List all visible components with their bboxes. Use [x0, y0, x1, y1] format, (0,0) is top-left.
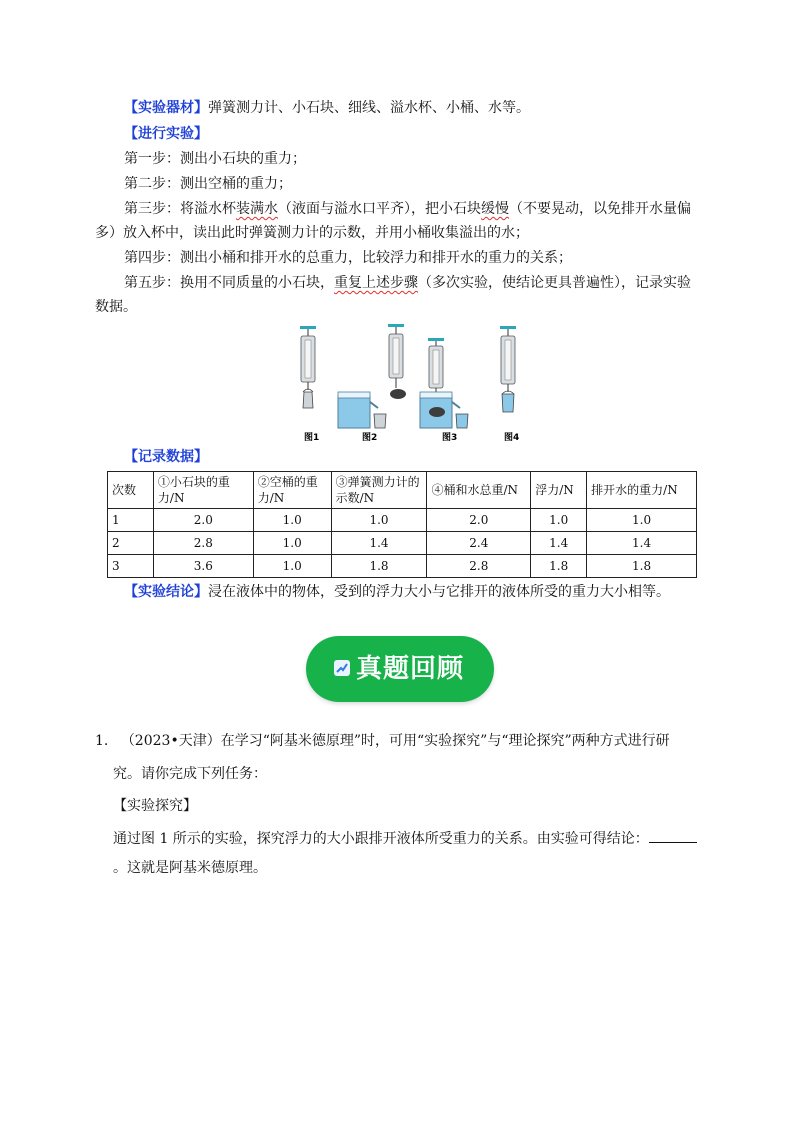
question-text-3: 通过图 1 所示的实验，探究浮力的大小跟排开液体所受重力的关系。由实验可得结论：	[113, 831, 649, 847]
table-header-cell: 浮力/N	[531, 472, 587, 509]
table-cell: 1.0	[331, 509, 427, 532]
conclusion-tag: 【实验结论】	[124, 584, 208, 600]
step3-line1	[124, 199, 691, 219]
question-tag: 【实验探究】	[113, 798, 197, 814]
step3-emphasis-slow: 缓慢	[481, 201, 509, 217]
table-cell: 1.8	[531, 555, 587, 578]
question-line2: 究。请你完成下列任务：	[113, 766, 267, 782]
record-tag: 【记录数据】	[124, 449, 208, 465]
procedure-tag: 【进行实验】	[124, 126, 208, 142]
answer-blank[interactable]	[649, 828, 697, 843]
step3-line2: 多）放入杯中，读出此时弹簧测力计的示数，并用小桶收集溢出的水；	[95, 225, 529, 241]
step3-part-e: （不要晃动，以免排开水量偏	[509, 201, 691, 217]
question-number: 1.	[95, 733, 109, 749]
step5-line1	[124, 273, 691, 293]
figure1-caption: 图1	[304, 433, 320, 443]
figure4-bucket-with-water	[500, 326, 516, 412]
table-header-row	[108, 472, 697, 509]
table-header-cell: 排开水的重力/N	[587, 472, 697, 509]
table-cell: 2	[108, 532, 154, 555]
table-header-cell: ④桶和水总重/N	[427, 472, 531, 509]
conclusion-line	[124, 582, 670, 602]
figure2-overflow-cup-stone	[338, 324, 406, 428]
table-cell: 1.0	[587, 509, 697, 532]
conclusion-text: 浸在液体中的物体，受到的浮力大小与它排开的液体所受的重力大小相等。	[208, 584, 670, 600]
table-cell: 3.6	[153, 555, 253, 578]
step5-part-a: 第五步：换用不同质量的小石块，	[124, 275, 334, 291]
figure3-stone-submerged	[420, 338, 468, 428]
step1-text: 第一步：测出小石块的重力；	[124, 151, 306, 167]
table-row	[108, 509, 697, 532]
chart-trend-icon	[334, 660, 350, 676]
step5-emphasis-repeat: 重复上述步骤	[334, 275, 418, 291]
materials-text: 弹簧测力计、小石块、细线、溢水杯、小桶、水等。	[208, 100, 530, 116]
materials-tag: 【实验器材】	[124, 100, 208, 116]
figure2-caption: 图2	[362, 433, 378, 443]
table-cell: 1.0	[253, 555, 331, 578]
table-cell: 1.0	[253, 532, 331, 555]
figure1-scale-bucket	[300, 326, 316, 408]
table-cell: 1.0	[253, 509, 331, 532]
table-row	[108, 555, 697, 578]
badge-label: 真题回顾	[356, 654, 465, 684]
table-header-cell: 次数	[108, 472, 154, 509]
section-badge	[306, 636, 494, 702]
table-cell: 2.8	[153, 532, 253, 555]
step4-text: 第四步：测出小桶和排开水的总重力，比较浮力和排开水的重力的关系；	[124, 250, 572, 266]
question-line1	[95, 731, 670, 751]
table-cell: 1.4	[531, 532, 587, 555]
table-cell: 1.4	[331, 532, 427, 555]
table-cell: 2.8	[427, 555, 531, 578]
step3-part-a: 第三步：将溢水杯	[124, 201, 236, 217]
step3-part-c: （液面与溢水口平齐），把小石块	[278, 201, 481, 217]
table-cell: 1.0	[531, 509, 587, 532]
table-row	[108, 532, 697, 555]
step2-text: 第二步：测出空桶的重力；	[124, 176, 292, 192]
table-header-cell: ③弹簧测力计的示数/N	[331, 472, 427, 509]
step5-line2: 数据。	[95, 299, 137, 315]
figure3-caption: 图3	[442, 433, 458, 443]
table-header-cell: ②空桶的重力/N	[253, 472, 331, 509]
step5-part-c: （多次实验，使结论更具普遍性），记录实验	[418, 275, 691, 291]
table-header-cell: ①小石块的重力/N	[153, 472, 253, 509]
table-cell: 1	[108, 509, 154, 532]
table-cell: 2.4	[427, 532, 531, 555]
step3-emphasis-fill: 装满水	[236, 201, 278, 217]
table-cell: 1.4	[587, 532, 697, 555]
table-cell: 1.8	[331, 555, 427, 578]
table-cell: 3	[108, 555, 154, 578]
materials-line	[124, 98, 530, 118]
table-cell: 2.0	[153, 509, 253, 532]
data-table	[107, 471, 697, 578]
question-text-1: （2023•天津）在学习“阿基米德原理”时，可用“实验探究”与“理论探究”两种方式进行研	[120, 733, 670, 749]
experiment-figure	[286, 322, 526, 444]
table-cell: 2.0	[427, 509, 531, 532]
table-cell: 1.8	[587, 555, 697, 578]
question-line4: 。这就是阿基米德原理。	[113, 860, 267, 876]
question-line3	[113, 828, 697, 849]
figure4-caption: 图4	[504, 433, 520, 443]
